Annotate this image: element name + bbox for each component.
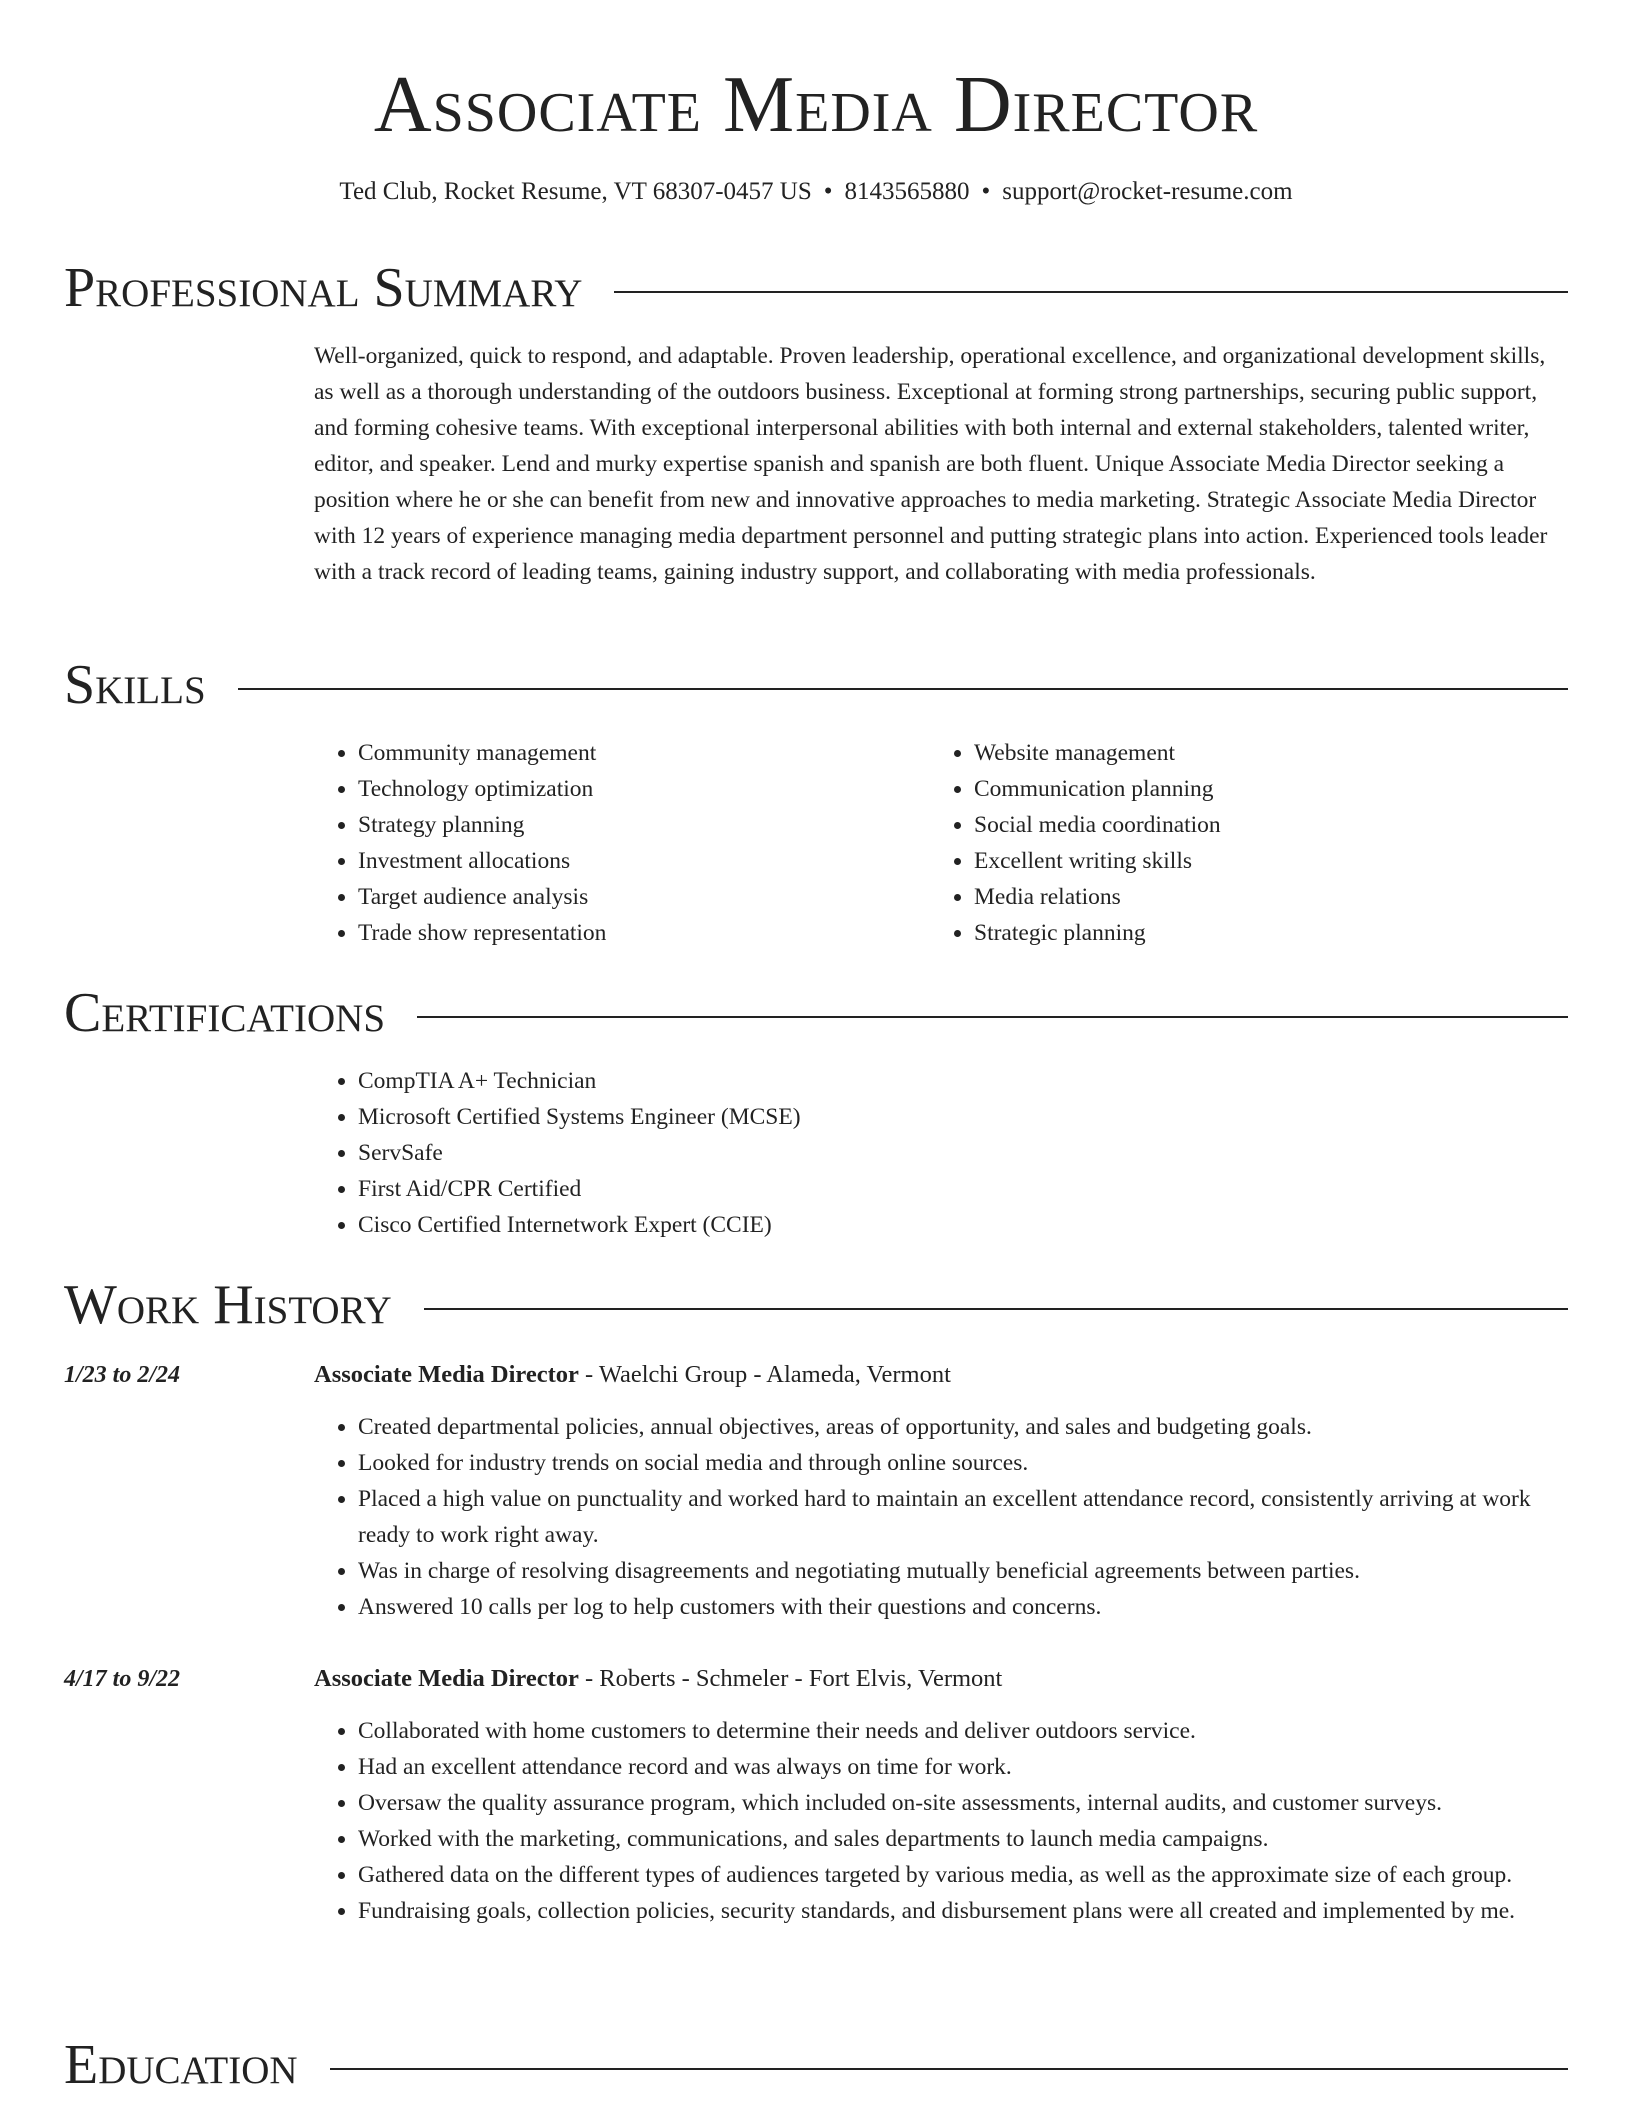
certification-item: • Cisco Certified Internetwork Expert (CCIE) bbox=[358, 1207, 1514, 1243]
job-employer-location: - Waelchi Group - Alameda, Vermont bbox=[578, 1361, 951, 1388]
skills-column-right bbox=[930, 735, 1530, 951]
certifications-block bbox=[314, 1063, 1514, 1243]
certifications-section-title: Certifications bbox=[64, 982, 386, 1044]
skill-item: • Strategy planning bbox=[358, 807, 894, 843]
skill-item: • Social media coordination bbox=[974, 807, 1530, 843]
job-bullets bbox=[314, 1713, 1566, 1929]
contact-separator: • bbox=[823, 178, 833, 205]
job-bullet-item: • Answered 10 calls per log to help customers with their questions and concerns. bbox=[358, 1589, 1566, 1625]
job-bullet-item: • Worked with the marketing, communications, and sales departments to launch media campaigns. bbox=[358, 1821, 1566, 1857]
skill-item: • Trade show representation bbox=[358, 915, 894, 951]
skill-item: • Technology optimization bbox=[358, 771, 894, 807]
certification-item: • Microsoft Certified Systems Engineer (MCSE) bbox=[358, 1099, 1514, 1135]
job-employer-location: - Roberts - Schmeler - Fort Elvis, Vermont bbox=[578, 1665, 1003, 1692]
skill-item: • Excellent writing skills bbox=[974, 843, 1530, 879]
section-divider bbox=[424, 1308, 1568, 1310]
contact-address: Ted Club, Rocket Resume, VT 68307-0457 US bbox=[339, 178, 812, 205]
job-bullet-item: • Gathered data on the different types of audiences targeted by various media, as well as the approximate size of each group. bbox=[358, 1857, 1566, 1893]
section-divider bbox=[330, 2068, 1568, 2070]
skills-section-title: Skills bbox=[64, 654, 206, 716]
summary-section-header bbox=[64, 253, 1568, 323]
education-section-header bbox=[64, 2030, 1568, 2100]
skills-column-left bbox=[314, 735, 894, 951]
certification-item: • ServSafe bbox=[358, 1135, 1514, 1171]
job-dates: 1/23 to 2/24 bbox=[64, 1362, 181, 1388]
skill-item: • Communication planning bbox=[974, 771, 1530, 807]
job-heading bbox=[314, 1661, 1002, 1697]
job-bullet-item: • Collaborated with home customers to determine their needs and deliver outdoors service. bbox=[358, 1713, 1566, 1749]
education-section-title: Education bbox=[64, 2034, 298, 2096]
job-bullet-item: • Fundraising goals, collection policies, security standards, and disbursement plans were all created and implemented by me. bbox=[358, 1893, 1566, 1929]
job-bullet-item: • Had an excellent attendance record and was always on time for work. bbox=[358, 1749, 1566, 1785]
job-bullet-list bbox=[314, 1713, 1566, 1929]
section-divider bbox=[238, 688, 1568, 690]
contact-phone: 8143565880 bbox=[844, 178, 970, 205]
certification-item: • CompTIA A+ Technician bbox=[358, 1063, 1514, 1099]
section-divider bbox=[417, 1016, 1568, 1018]
certifications-section-header bbox=[64, 978, 1568, 1048]
skill-item: • Investment allocations bbox=[358, 843, 894, 879]
job-bullet-item: • Oversaw the quality assurance program, which included on-site assessments, internal audits, and customer surveys. bbox=[358, 1785, 1566, 1821]
skill-item: • Target audience analysis bbox=[358, 879, 894, 915]
job-bullet-item: • Placed a high value on punctuality and worked hard to maintain an excellent attendance record, consistently arriving at work ready to work right away. bbox=[358, 1481, 1566, 1553]
work-history-section-header bbox=[64, 1270, 1568, 1340]
job-bullet-item: • Was in charge of resolving disagreements and negotiating mutually beneficial agreements between parties. bbox=[358, 1553, 1566, 1589]
work-history-section-title: Work History bbox=[64, 1274, 392, 1336]
job-bullet-item: • Created departmental policies, annual objectives, areas of opportunity, and sales and budgeting goals. bbox=[358, 1409, 1566, 1445]
skill-item: • Strategic planning bbox=[974, 915, 1530, 951]
job-bullet-list bbox=[314, 1409, 1566, 1625]
job-heading bbox=[314, 1357, 951, 1393]
job-title: Associate Media Director bbox=[314, 1361, 579, 1388]
job-bullet-item: • Looked for industry trends on social media and through online sources. bbox=[358, 1445, 1566, 1481]
skills-list bbox=[930, 735, 1530, 951]
contact-email: support@rocket-resume.com bbox=[1002, 178, 1293, 205]
skills-list bbox=[314, 735, 894, 951]
job-bullets bbox=[314, 1409, 1566, 1625]
contact-separator: • bbox=[981, 178, 991, 205]
section-divider bbox=[614, 291, 1568, 293]
certifications-list bbox=[314, 1063, 1514, 1243]
job-title: Associate Media Director bbox=[314, 1665, 579, 1692]
skill-item: • Website management bbox=[974, 735, 1530, 771]
resume-name-title: Associate Media Director bbox=[373, 61, 1259, 149]
job-dates: 4/17 to 9/22 bbox=[64, 1666, 181, 1692]
contact-line bbox=[0, 174, 1632, 210]
skill-item: • Community management bbox=[358, 735, 894, 771]
skill-item: • Media relations bbox=[974, 879, 1530, 915]
summary-section-title: Professional Summary bbox=[64, 257, 583, 319]
skills-section-header bbox=[64, 650, 1568, 720]
summary-text: Well-organized, quick to respond, and adaptable. Proven leadership, operational excellence, and organizational development skills, as well as a thorough understanding of the outdoors business. Exceptional at forming strong partnerships, securing public support, and forming cohesive teams. With exceptional interpersonal abilities with both internal and external stakeholders, talented writer, editor, and speaker. Lend and murky expertise spanish and spanish are both fluent. Unique Associate Media Director seeking a position where he or she can benefit from new and innovative approaches to media marketing. Strategic Associate Media Director with 12 years of experience managing media department personnel and putting strategic plans into action. Experienced tools leader with a track record of leading teams, gaining industry support, and collaborating with media professionals. bbox=[314, 343, 1548, 585]
certification-item: • First Aid/CPR Certified bbox=[358, 1171, 1514, 1207]
